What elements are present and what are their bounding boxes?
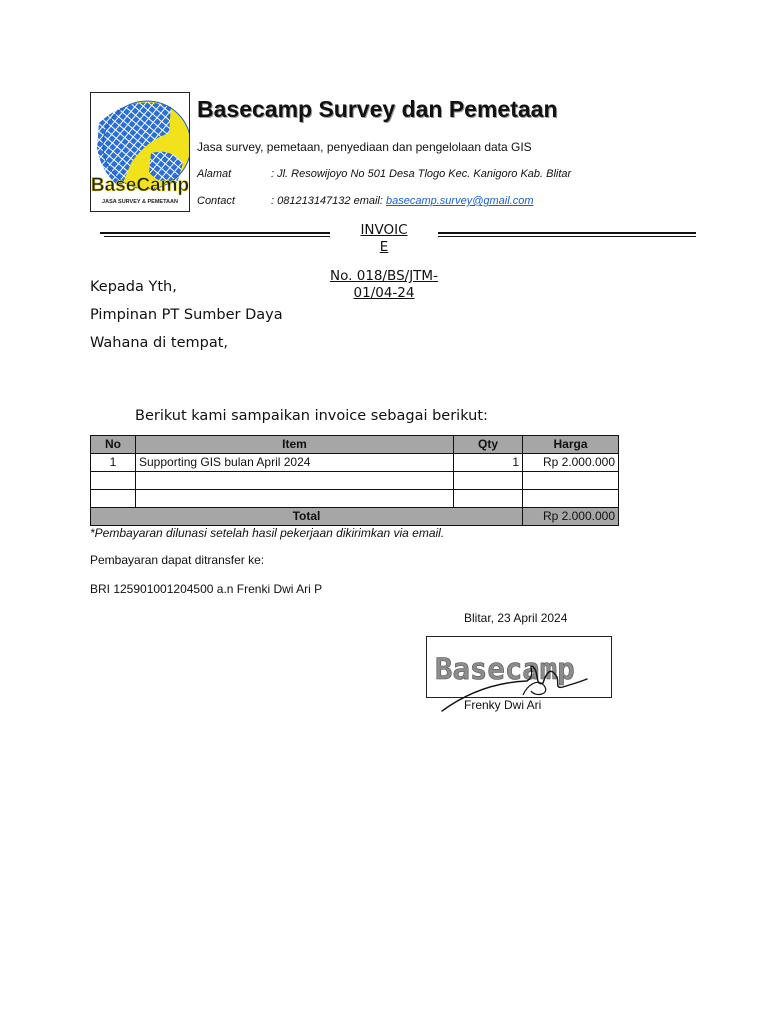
- header-price: Harga: [523, 436, 619, 454]
- row-no: [91, 490, 136, 508]
- row-item: [136, 490, 454, 508]
- total-label: Total: [91, 508, 523, 526]
- row-qty: 1: [454, 454, 523, 472]
- invoice-title: [330, 222, 438, 256]
- signer-name: Frenky Dwi Ari: [464, 698, 542, 712]
- signature-stamp: [426, 636, 612, 698]
- invoice-title-line2: E: [379, 239, 389, 255]
- stamp-text: Basecamp: [435, 652, 575, 686]
- intro-text: Berikut kami sampaikan invoice sebagai berikut:: [135, 408, 488, 424]
- header-qty: Qty: [454, 436, 523, 454]
- total-value: Rp 2.000.000: [523, 508, 619, 526]
- invoice-table: [90, 435, 619, 526]
- transfer-intro: Pembayaran dapat ditransfer ke:: [90, 553, 265, 567]
- table-header-row: [91, 436, 619, 454]
- contact-label: Contact: [197, 195, 235, 207]
- company-logo: [90, 92, 190, 212]
- recipient-location: Wahana di tempat,: [90, 335, 229, 351]
- logo-graphic: [91, 93, 189, 211]
- company-name: Basecamp Survey dan Pemetaan: [197, 96, 558, 122]
- invoice-title-line1: INVOIC: [360, 222, 408, 238]
- contact-phone: : 081213147132 email:: [271, 195, 386, 207]
- row-price: Rp 2.000.000: [523, 454, 619, 472]
- row-item: Supporting GIS bulan April 2024: [136, 454, 454, 472]
- table-total-row: [91, 508, 619, 526]
- signature-place-date: Blitar, 23 April 2024: [464, 611, 568, 625]
- row-no: 1: [91, 454, 136, 472]
- header-no: No: [91, 436, 136, 454]
- row-qty: [454, 472, 523, 490]
- signature-graphic: [427, 637, 611, 697]
- recipient-company: Pimpinan PT Sumber Daya: [90, 307, 283, 323]
- table-row: [91, 454, 619, 472]
- row-price: [523, 490, 619, 508]
- logo-subtext: JASA SURVEY & PEMETAAN: [102, 199, 178, 205]
- table-row: [91, 472, 619, 490]
- address-label: Alamat: [197, 168, 232, 180]
- row-item: [136, 472, 454, 490]
- contact-line: [271, 195, 533, 207]
- table-row: [91, 490, 619, 508]
- invoice-number: [318, 268, 450, 302]
- address-value: : Jl. Resowijoyo No 501 Desa Tlogo Kec. Kanigoro Kab. Blitar: [271, 168, 572, 180]
- payment-note: *Pembayaran dilunasi setelah hasil pekerjaan dikirimkan via email.: [90, 526, 445, 540]
- row-no: [91, 472, 136, 490]
- logo-wordmark: BaseCamp: [91, 175, 189, 196]
- recipient-greeting: Kepada Yth,: [90, 279, 177, 295]
- row-price: [523, 472, 619, 490]
- company-tagline: Jasa survey, pemetaan, penyediaan dan pengelolaan data GIS: [197, 140, 532, 154]
- invoice-number-line2: 01/04-24: [353, 285, 415, 301]
- header-item: Item: [136, 436, 454, 454]
- row-qty: [454, 490, 523, 508]
- invoice-number-line1: No. 018/BS/JTM-: [330, 268, 438, 284]
- contact-email-link[interactable]: basecamp.survey@gmail.com: [385, 195, 534, 207]
- bank-account: BRI 125901001204500 a.n Frenki Dwi Ari P: [90, 582, 323, 596]
